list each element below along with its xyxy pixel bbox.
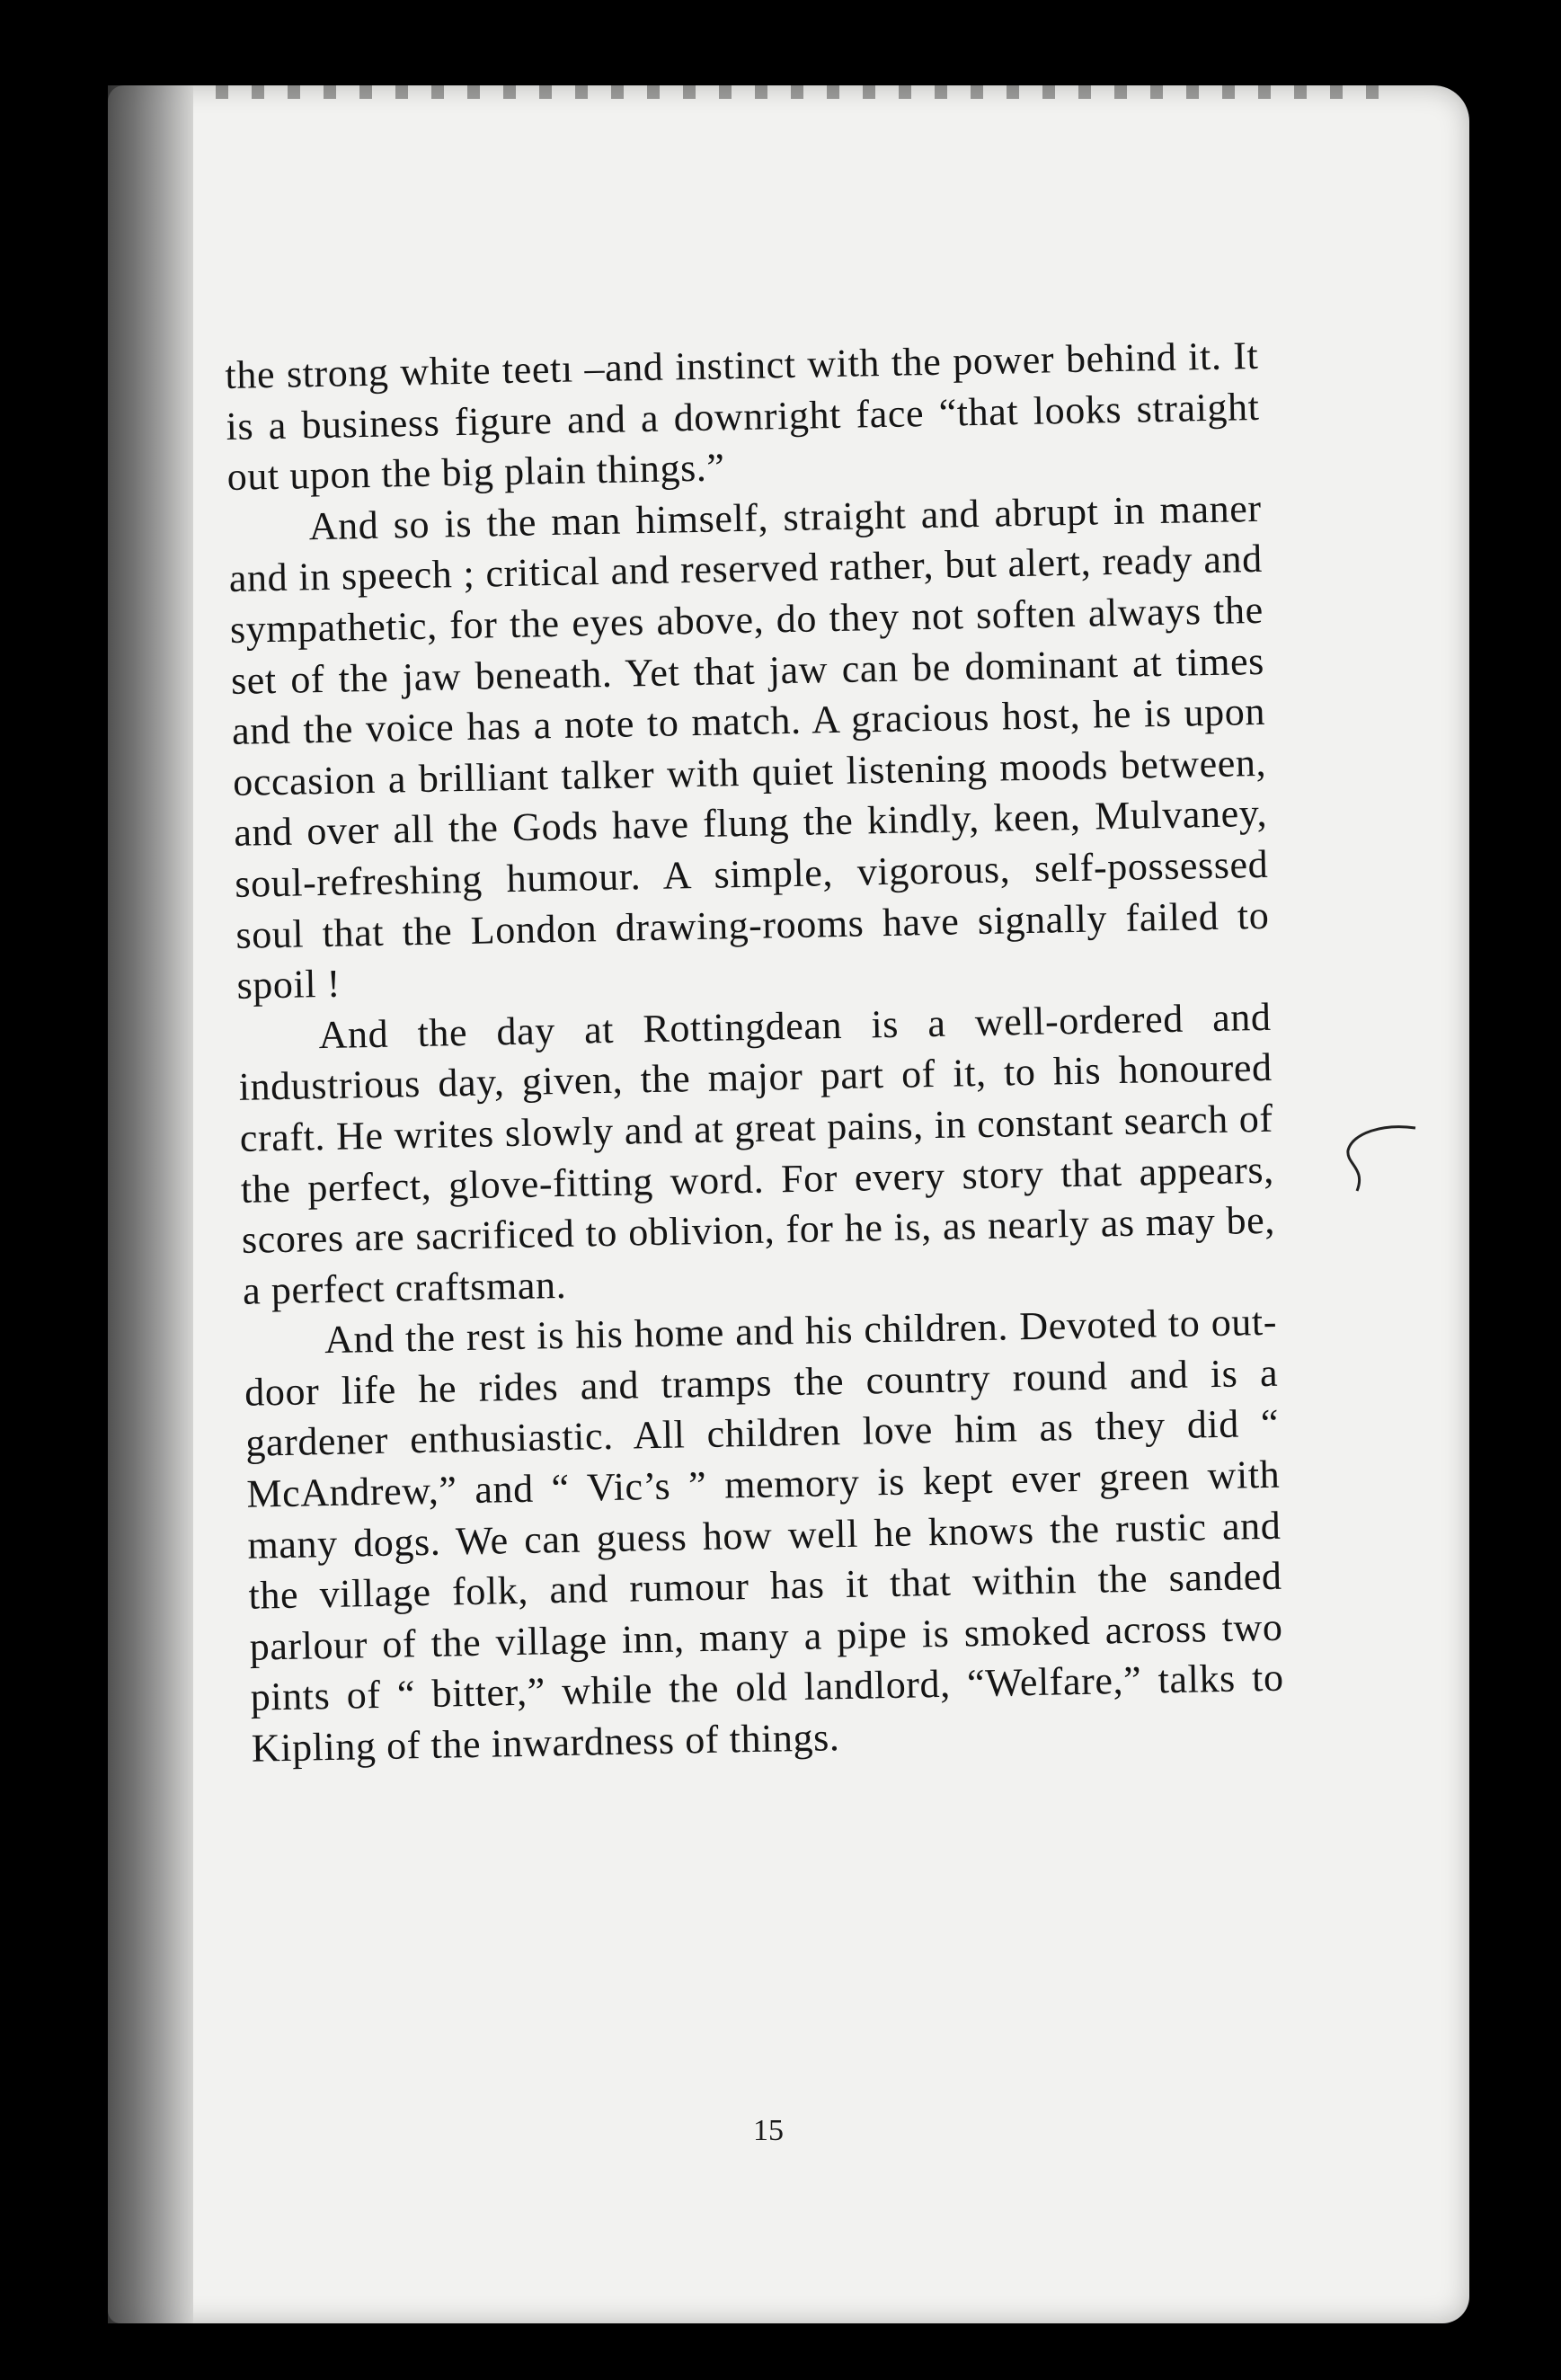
body-text (225, 331, 1285, 1774)
scan-bottom-edge (216, 2328, 1384, 2355)
paragraph: the strong white teetı –and instinct with the power behind it. It is a business figure and a downright face “that looks straight out upon the big plain things.” (225, 333, 1260, 500)
scan-top-edge (216, 63, 1384, 99)
paragraph: And so is the man himself, straight and abrupt in maner and in speech ; critical and reserved rather, but alert, ready and sympathetic, for the eyes above, do they not soften always the set of the jaw beneath. Yet that jaw can be dominant at times and the voice has a note to match. A gracious host, he is upon occasion a brilliant talker with quiet listening moods between, and over all the Gods have flung the kindly, keen, Mulvaney, soul-refreshing humour. A simple, vigorous, self-possessed soul that the London drawing-rooms have signally failed to spoil ! (228, 485, 1270, 1008)
page-gutter-shadow (108, 85, 193, 2323)
paragraph: And the rest is his home and his children. Devoted to out-door life he rides and tramps the country round and is a gardener enthusiastic. All children love him as they did “ McAndrew,” and “ Vic’s ” memory is kept ever green with many dogs. We can guess how well he knows the rustic and the village folk, and rumour has it that within the sanded parlour of the village inn, many a pipe is smoked across two pints of “ bitter,” while the old landlord, “Welfare,” talks to Kipling of the inwardness of things. (244, 1300, 1285, 1771)
paragraph: And the day at Rottingdean is a well-ordered and industrious day, given, the major part of it, to his honoured craft. He writes slowly and at great pains, in constant search of the perfect, glove-fitting word. For every story that appears, scores are sacrificed to oblivion, for he is, as nearly as may be, a perfect craftsman. (238, 994, 1276, 1313)
margin-pencil-mark (1330, 1119, 1420, 1200)
scan-left-margin (0, 0, 108, 2380)
page-number: 15 (753, 2114, 784, 2147)
